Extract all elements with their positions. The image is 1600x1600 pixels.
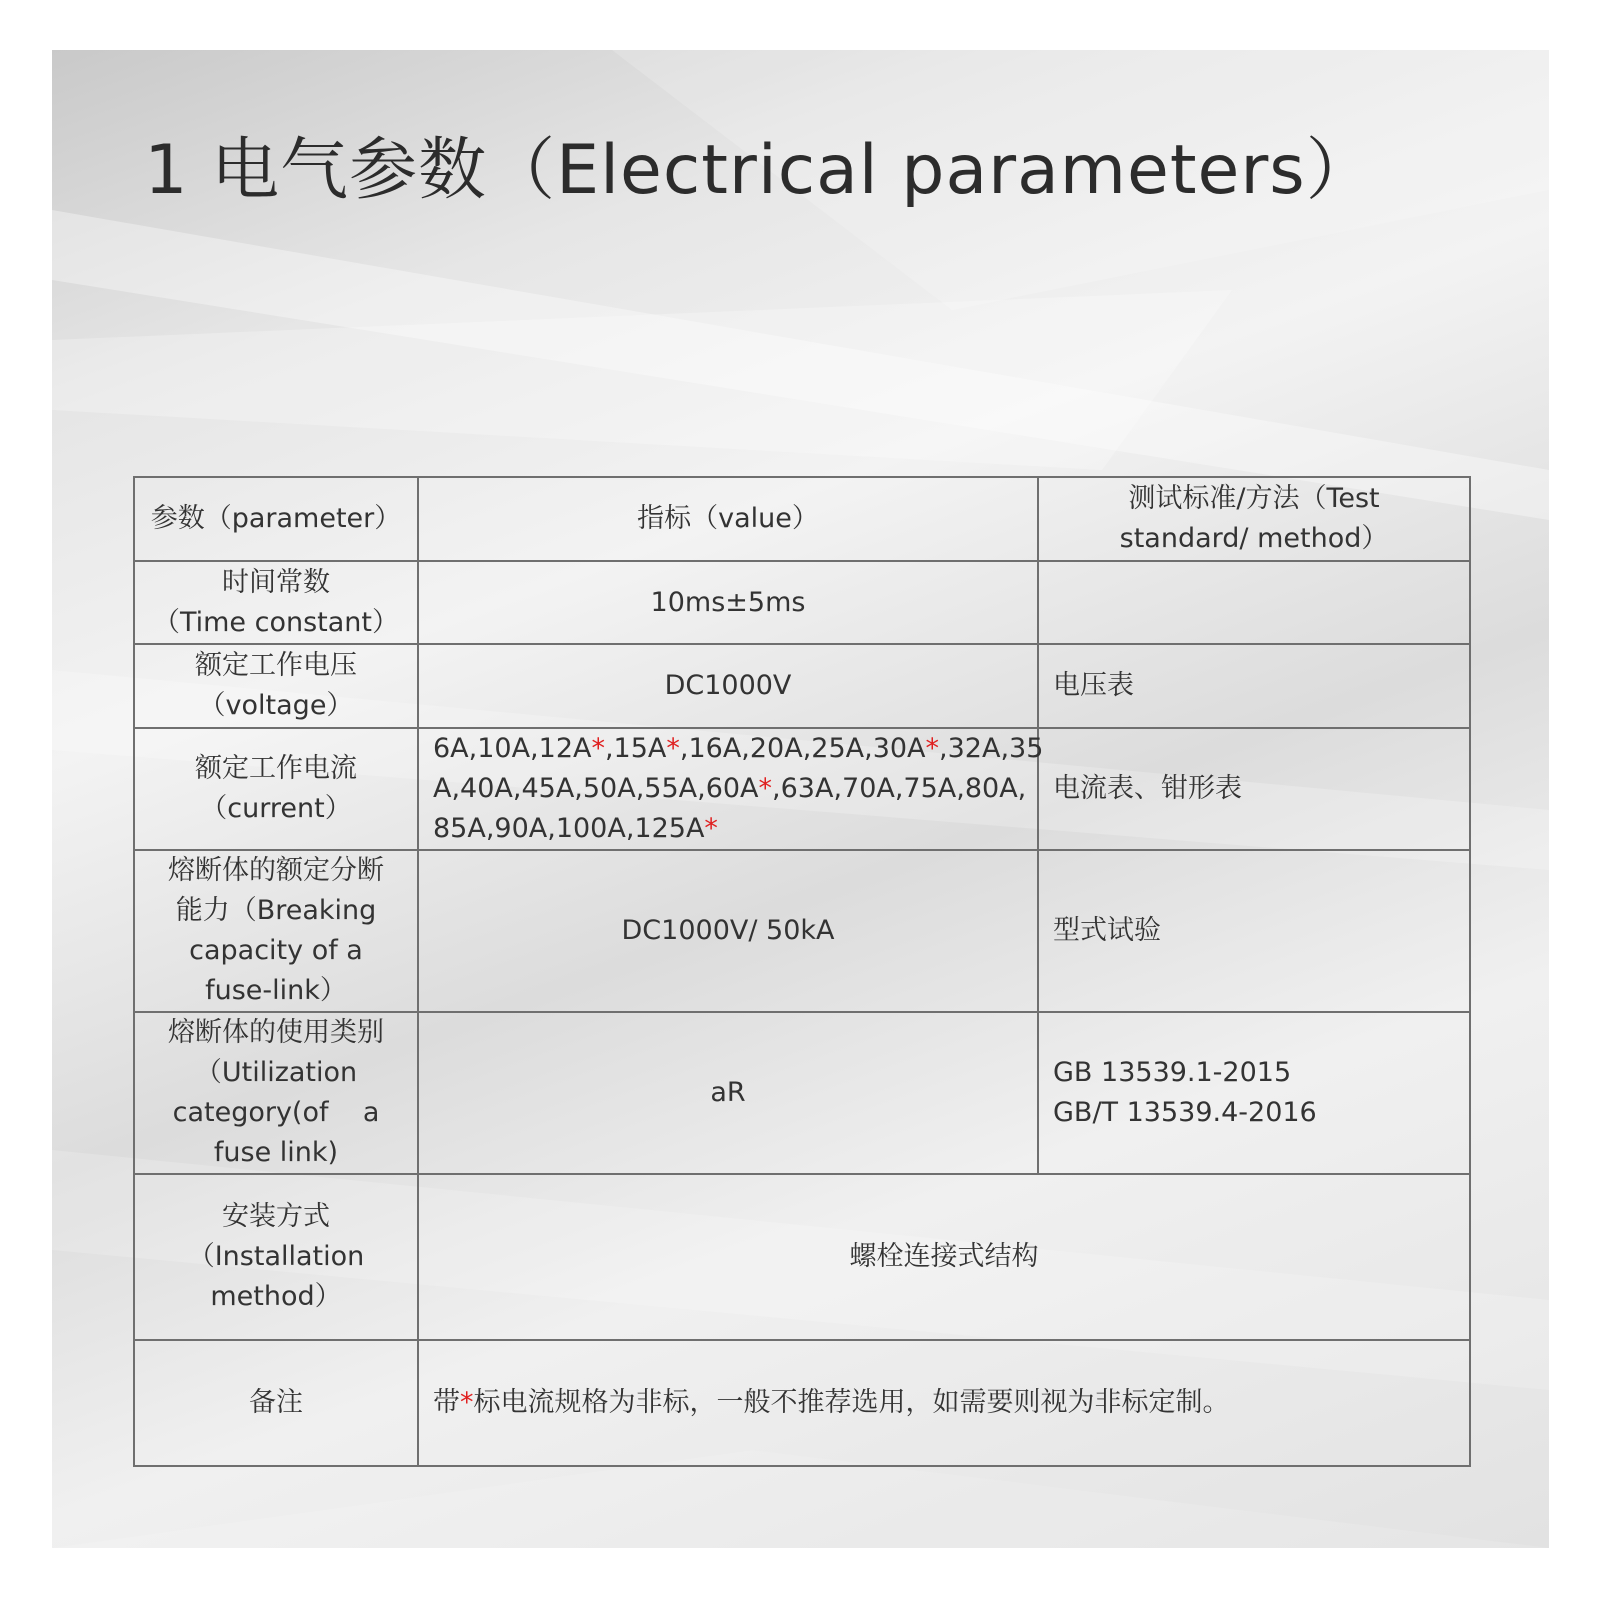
header-test-standard: 测试标准/方法（Test standard/ method）	[1038, 477, 1470, 561]
value-cell: aR	[418, 1012, 1038, 1174]
param-cell: 安装方式 （Installation method）	[134, 1174, 418, 1340]
param-cell: 额定工作电流 （current）	[134, 728, 418, 850]
table-header-row	[134, 477, 1470, 561]
header-value: 指标（value）	[418, 477, 1038, 561]
value-cell-installation: 螺栓连接式结构	[418, 1174, 1470, 1340]
header-parameter: 参数（parameter）	[134, 477, 418, 561]
test-cell: 电流表、钳形表	[1038, 728, 1470, 850]
param-cell: 额定工作电压 （voltage）	[134, 644, 418, 728]
test-cell: 型式试验	[1038, 850, 1470, 1012]
table-row-breaking-capacity	[134, 850, 1470, 1012]
non-standard-mark: *	[591, 733, 605, 764]
non-standard-mark: *	[666, 733, 680, 764]
value-cell: 10ms±5ms	[418, 561, 1038, 644]
electrical-parameters-table	[133, 476, 1471, 1467]
non-standard-mark: *	[925, 733, 940, 764]
table-row-remarks	[134, 1340, 1470, 1466]
param-cell: 时间常数 （Time constant）	[134, 561, 418, 644]
table-row-voltage	[134, 644, 1470, 728]
table-row-time-constant	[134, 561, 1470, 644]
non-standard-mark: *	[704, 813, 718, 844]
non-standard-mark: *	[460, 1387, 474, 1418]
test-cell: 电压表	[1038, 644, 1470, 728]
param-cell: 备注	[134, 1340, 418, 1466]
table-row-utilization-category	[134, 1012, 1470, 1174]
background-panel	[52, 50, 1549, 1548]
test-cell	[1038, 561, 1470, 644]
param-cell: 熔断体的使用类别 （Utilization category(of a fuse link)	[134, 1012, 418, 1174]
non-standard-mark: *	[758, 773, 773, 804]
test-cell: GB 13539.1-2015 GB/T 13539.4-2016	[1038, 1012, 1470, 1174]
value-cell: DC1000V/ 50kA	[418, 850, 1038, 1012]
param-cell: 熔断体的额定分断 能力（Breaking capacity of a fuse-link）	[134, 850, 418, 1012]
value-cell: DC1000V	[418, 644, 1038, 728]
table-row-installation-method	[134, 1174, 1470, 1340]
table-row-current	[134, 728, 1470, 850]
remarks-cell: 带*标电流规格为非标，一般不推荐选用，如需要则视为非标定制。	[418, 1340, 1470, 1466]
value-cell-current-ratings: 6A,10A,12A*,15A*,16A,20A,25A,30A*,32A,35 A,40A,45A,50A,55A,60A*,63A,70A,75A,80A, 85A,90A,100A,125A*	[418, 728, 1038, 850]
page-title: 1 电气参数（Electrical parameters）	[144, 131, 1375, 210]
